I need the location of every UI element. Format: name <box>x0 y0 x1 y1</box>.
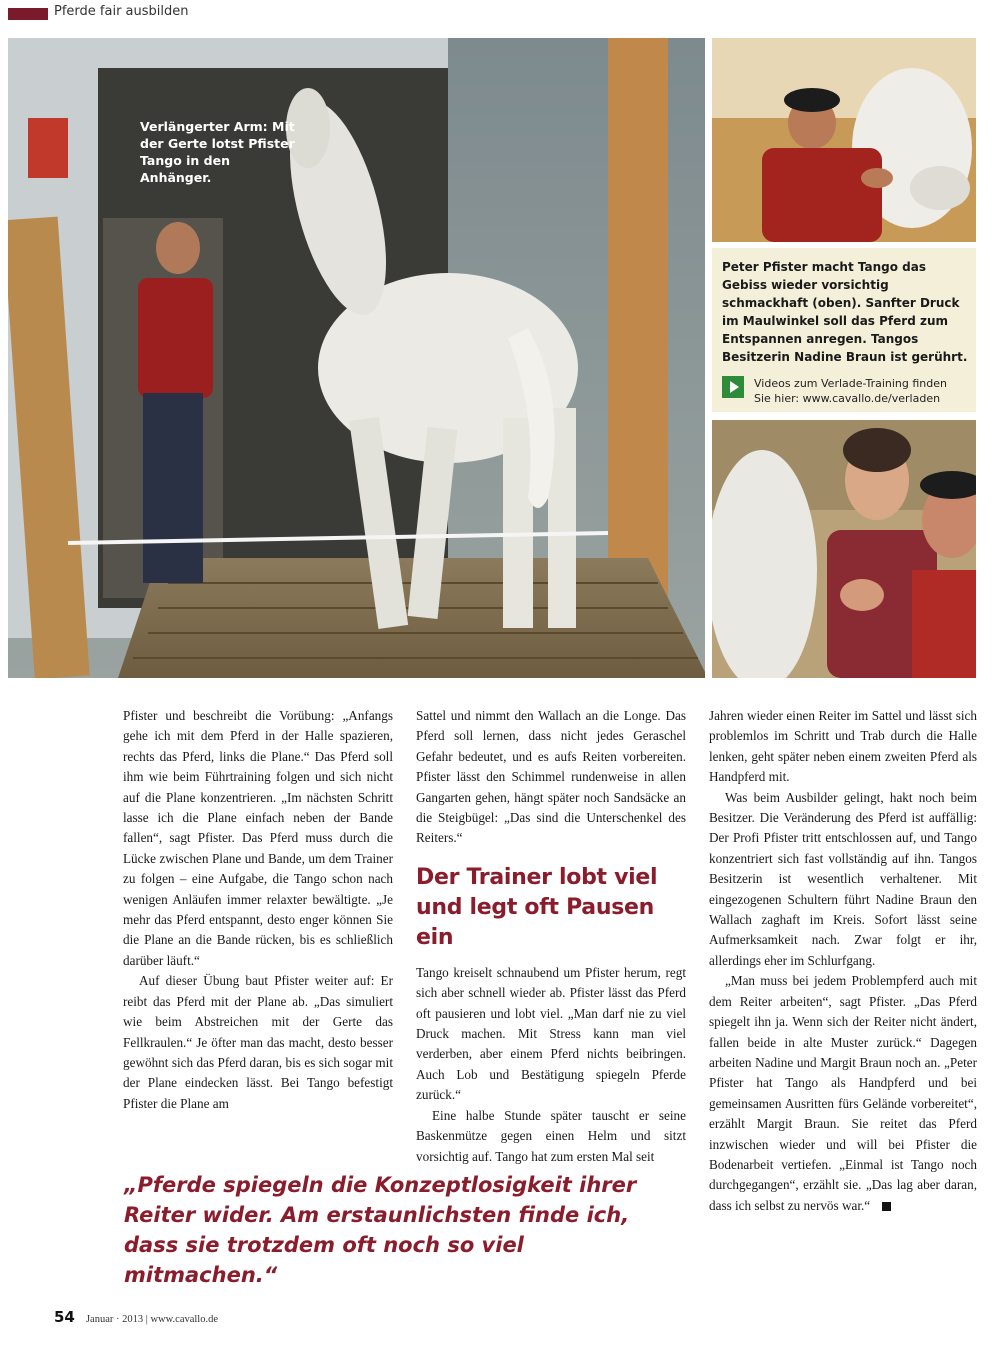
paragraph: Pfister und beschreibt die Vorübung: „Anfangs gehe ich mit dem Pferd in der Halle spazieren, rechts das Pferd, links die Plane.“ Das Pferd soll ihm wie beim Führtraining folgen und sich nicht auf die Plane konzentrieren. „Im nächsten Schritt lasse ich die Plane einfach neben der Bande fallen“, sagt Pfister. Das Pferd muss durch die Lücke zwischen Plane und Bande, um dem Trainer zu folgen – eine Aufgabe, die Tango schon nach wenigen Anläufen immer relaxter bewältigte. „Je mehr das Pferd entspannt, desto enger können Sie die Plane an die Bande rücken, bis es schließlich darüber läuft.“ <box>123 708 393 968</box>
paragraph: Auf dieser Übung baut Pfister weiter auf: Er reibt das Pferd mit der Plane ab. „Das simuliert wie beim Abstreichen mit der Gerte das Fellkraulen.“ Je öfter man das macht, desto besser gewöhnt sich das Pferd daran, bis es sich sogar mit der Plane eindecken lässt. Bei Tango befestigt Pfister die Plane am <box>123 973 393 1111</box>
main-photo-caption: Verlängerter Arm: Mit der Gerte lotst Pfister Tango in den Anhänger. <box>140 119 295 185</box>
top-right-photo <box>712 38 976 242</box>
side-caption-text: Peter Pfister macht Tango das Gebiss wieder vorsichtig schmackhaft (oben). Sanfter Druck im Maulwinkel soll das Pferd zum Entspannen anregen. Tangos Besitzerin Nadine Braun ist gerührt. <box>722 260 968 364</box>
paragraph: Was beim Ausbilder gelingt, hakt noch beim Besitzer. Die Veränderung des Pferd ist auffällig: Der Profi Pfister tritt entschlossen auf, und Tango konzentriert sich fast vollständig auf ihn. Tangos Besitzerin ist wesentlich verhaltener. Mit eingezogenen Schultern führt Nadine Braun den Wallach zaghaft im Kreis. Sofort lässt seine Aufmerksamkeit nach. Zwar folgt er ihr, allerdings eher im Schlurfgang. <box>709 789 977 968</box>
side-caption-box <box>712 248 976 412</box>
page-number: 54 <box>54 1308 75 1326</box>
issue-info: Januar · 2013 | www.cavallo.de <box>85 1314 219 1325</box>
paragraph: Sattel und nimmt den Wallach an die Longe. Das Pferd soll lernen, dass nicht jedes Geraschel Gefahr bedeutet, und es aufs Reiten vorbereiten. Pfister lässt den Schimmel rundenweise in allen Gangarten gehen, hängt später noch Sandsäcke an die Steigbügel: „Das sind die Unterschenkel des Reiters.“ <box>416 708 686 846</box>
bottom-right-photo <box>712 420 976 678</box>
video-link-text[interactable]: Videos zum Verlade-Training finden Sie hier: www.cavallo.de/verladen <box>754 377 947 405</box>
play-icon[interactable] <box>722 376 744 398</box>
paragraph-last: „Man muss bei jedem Problempferd auch mit dem Reiter arbeiten“, sagt Pfister. „Das Pferd spiegelt ihn ja. Wenn sich der Reiter nicht ändert, fallen beide in alte Muster zurück.“ Dagegen arbeiten Nadine und Margit Braun noch an. „Peter Pfister hat Tango als Handpferd und bei gemeinsamen Ausritten fürs Gelände vorbereitet“, erzählt Margit Braun. Sie reitet das Pferd inzwischen wieder und will bei Pfister die Bodenarbeit vertiefen. „Einmal ist Tango noch durchgegangen“, erzählt sie. „Das lag aber daran, dass ich selbst zu nervös war.“ <box>709 973 977 1213</box>
end-mark-icon <box>882 1202 891 1211</box>
paragraph: Jahren wieder einen Reiter im Sattel und lässt sich problemlos im Schritt und Trab durch die Halle lenken, geht später neben einem zweiten Pferd als Handpferd mit. <box>709 708 977 785</box>
subheading: Der Trainer lobt viel und legt oft Pausen ein <box>416 864 658 950</box>
section-title: Pferde fair ausbilden <box>54 4 189 19</box>
page-footer <box>54 1307 218 1326</box>
paragraph: Tango kreiselt schnaubend um Pfister herum, regt sich aber schnell wieder ab. Pfister lässt das Pferd oft pausieren und lobt viel. „Man darf nie zu viel Druck machen. Mit Stress kann man viel verderben, aber einem Pferd nichts beibringen. Auch Lob und Bestätigung spiegeln Pferde zurück.“ <box>416 964 686 1103</box>
video-link[interactable] <box>722 376 968 406</box>
main-photo <box>8 38 705 678</box>
article-column-3 <box>709 706 977 1216</box>
paragraph: Eine halbe Stunde später tauscht er seine Baskenmütze gegen einen Helm und sitzt vorsichtig auf. Tango hat zum ersten Mal seit <box>416 1107 686 1164</box>
article-column-1 <box>123 706 393 1114</box>
pull-quote: „Pferde spiegeln die Konzeptlosigkeit ihrer Reiter wider. Am erstaunlichsten finde ich, dass sie trotzdem oft noch so viel mitmachen.“ <box>124 1173 637 1287</box>
section-marker <box>8 8 48 20</box>
article-column-2 <box>416 706 686 1167</box>
